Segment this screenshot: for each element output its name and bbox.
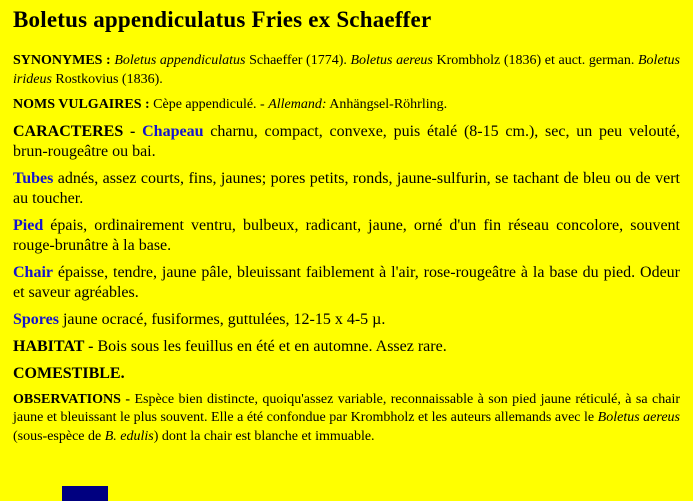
paragraph-habitat: [13, 337, 680, 357]
paragraph-synonymes: [13, 52, 680, 89]
text-segment: adnés, assez courts, fins, jaunes; pores petits, ronds, jaune-sulfurin, se tachant de bleu ou de vert au toucher.: [13, 169, 680, 207]
text-segment: Anhängsel-Röhrling.: [326, 97, 448, 112]
paragraph-chair: [13, 263, 680, 303]
paragraph-noms-vulgaires: [13, 96, 680, 115]
paragraph-pied: [13, 216, 680, 256]
paragraph-caracteres-chapeau: [13, 122, 680, 162]
text-segment: ) dont la chair est blanche et immuable.: [153, 428, 375, 444]
text-segment: Boletus aereus: [350, 53, 433, 68]
text-segment: Pied: [13, 216, 44, 234]
paragraph-comestible: [13, 364, 680, 384]
text-segment: Tubes: [13, 169, 54, 187]
text-segment: Krombholz (1836) et auct. german.: [432, 53, 638, 68]
text-segment: Chapeau: [142, 122, 204, 140]
text-segment: Bois sous les feuillus en été et en automne. Assez rare.: [97, 337, 447, 355]
text-segment: SYNONYMES :: [13, 53, 115, 68]
text-segment: B. edulis: [104, 428, 154, 444]
page-title: Boletus appendiculatus Fries ex Schaeffer: [13, 7, 432, 32]
text-segment: CARACTERES -: [13, 122, 143, 140]
paragraph-spores: [13, 310, 680, 330]
text-segment: NOMS VULGAIRES :: [13, 97, 154, 112]
text-segment: OBSERVATIONS -: [13, 391, 135, 407]
bottom-nav-button[interactable]: [62, 486, 108, 501]
text-segment: Spores: [13, 310, 59, 328]
text-segment: Chair: [13, 263, 53, 281]
paragraph-tubes: [13, 169, 680, 209]
text-segment: Boletus aereus: [597, 410, 680, 425]
text-segment: Espèce bien distincte, quoiqu'assez variable, reconnaissable à son pied jaune réticulé, à sa chair jaune et bleuissant le plus souvent. Elle a été confondue par Krombholz et les auteurs allemands avec le: [13, 391, 680, 425]
text-segment: Cèpe appendiculé. -: [153, 97, 269, 112]
text-segment: Allemand:: [268, 97, 327, 112]
text-segment: Boletus irideus: [13, 53, 680, 87]
text-segment: épais, ordinairement ventru, bulbeux, radicant, jaune, orné d'un fin réseau concolore, souvent rouge-brunâtre à la base.: [13, 216, 680, 254]
text-segment: (sous-espèce de: [13, 428, 105, 444]
text-segment: Rostkovius (1836).: [51, 71, 163, 87]
text-segment: Boletus appendiculatus: [114, 53, 246, 68]
paragraph-observations: [13, 391, 680, 447]
text-segment: Schaeffer (1774).: [245, 53, 351, 68]
text-segment: COMESTIBLE.: [13, 364, 125, 382]
text-segment: jaune ocracé, fusiformes, guttulées, 12-15 x 4-5 µ.: [58, 310, 386, 328]
text-segment: charnu, compact, convexe, puis étalé (8-15 cm.), sec, un peu velouté, brun-rougeâtre ou bai.: [13, 122, 680, 160]
text-segment: HABITAT -: [13, 337, 98, 355]
text-segment: épaisse, tendre, jaune pâle, bleuissant faiblement à l'air, rose-rougeâtre à la base du pied. Odeur et saveur agréables.: [13, 263, 680, 301]
